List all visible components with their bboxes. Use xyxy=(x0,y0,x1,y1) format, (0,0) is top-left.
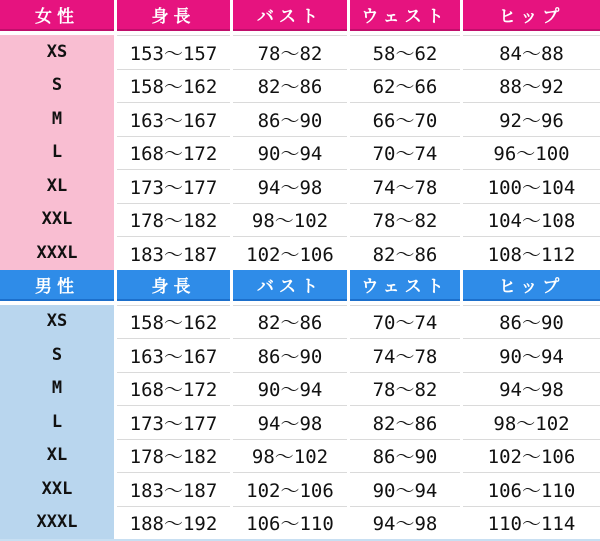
height-cell: 188〜192 xyxy=(117,506,230,540)
hip-cell: 108〜112 xyxy=(463,236,600,270)
men-size-table xyxy=(0,270,600,540)
bust-cell: 82〜86 xyxy=(233,69,347,103)
size-cell: XXXL xyxy=(0,506,114,540)
height-cell: 153〜157 xyxy=(117,35,230,69)
women-height-column-header: 身長 xyxy=(117,0,230,31)
height-cell: 173〜177 xyxy=(117,405,230,439)
size-cell: XXL xyxy=(0,203,114,237)
height-cell: 178〜182 xyxy=(117,439,230,473)
waist-cell: 90〜94 xyxy=(350,472,460,506)
size-cell: L xyxy=(0,136,114,170)
waist-cell: 58〜62 xyxy=(350,35,460,69)
hip-cell: 96〜100 xyxy=(463,136,600,170)
hip-cell: 110〜114 xyxy=(463,506,600,540)
men-waist-column-header: ウェスト xyxy=(350,270,460,301)
size-cell: XXXL xyxy=(0,236,114,270)
hip-cell: 104〜108 xyxy=(463,203,600,237)
bust-cell: 90〜94 xyxy=(233,372,347,406)
waist-cell: 74〜78 xyxy=(350,169,460,203)
height-cell: 168〜172 xyxy=(117,372,230,406)
bust-cell: 86〜90 xyxy=(233,338,347,372)
women-bust-column-header: バスト xyxy=(233,0,347,31)
waist-cell: 82〜86 xyxy=(350,236,460,270)
size-cell: XL xyxy=(0,439,114,473)
hip-cell: 102〜106 xyxy=(463,439,600,473)
hip-cell: 106〜110 xyxy=(463,472,600,506)
size-cell: L xyxy=(0,405,114,439)
height-cell: 183〜187 xyxy=(117,236,230,270)
height-cell: 158〜162 xyxy=(117,305,230,339)
waist-cell: 62〜66 xyxy=(350,69,460,103)
men-height-column-header: 身長 xyxy=(117,270,230,301)
women-group-header: 女性 xyxy=(0,0,114,31)
size-cell: XXL xyxy=(0,472,114,506)
height-cell: 178〜182 xyxy=(117,203,230,237)
bust-cell: 94〜98 xyxy=(233,405,347,439)
size-cell: XS xyxy=(0,35,114,69)
waist-cell: 70〜74 xyxy=(350,305,460,339)
women-size-table xyxy=(0,0,600,270)
hip-cell: 84〜88 xyxy=(463,35,600,69)
size-cell: S xyxy=(0,338,114,372)
size-cell: XS xyxy=(0,305,114,339)
hip-cell: 98〜102 xyxy=(463,405,600,439)
hip-cell: 92〜96 xyxy=(463,102,600,136)
bust-cell: 102〜106 xyxy=(233,236,347,270)
hip-cell: 88〜92 xyxy=(463,69,600,103)
bust-cell: 94〜98 xyxy=(233,169,347,203)
height-cell: 158〜162 xyxy=(117,69,230,103)
bust-cell: 106〜110 xyxy=(233,506,347,540)
hip-cell: 94〜98 xyxy=(463,372,600,406)
women-hip-column-header: ヒップ xyxy=(463,0,600,31)
size-cell: XL xyxy=(0,169,114,203)
waist-cell: 66〜70 xyxy=(350,102,460,136)
men-bust-column-header: バスト xyxy=(233,270,347,301)
hip-cell: 100〜104 xyxy=(463,169,600,203)
bust-cell: 86〜90 xyxy=(233,102,347,136)
height-cell: 163〜167 xyxy=(117,102,230,136)
hip-cell: 86〜90 xyxy=(463,305,600,339)
bust-cell: 98〜102 xyxy=(233,203,347,237)
bust-cell: 90〜94 xyxy=(233,136,347,170)
women-waist-column-header: ウェスト xyxy=(350,0,460,31)
bust-cell: 78〜82 xyxy=(233,35,347,69)
bust-cell: 102〜106 xyxy=(233,472,347,506)
waist-cell: 70〜74 xyxy=(350,136,460,170)
height-cell: 163〜167 xyxy=(117,338,230,372)
size-cell: M xyxy=(0,102,114,136)
waist-cell: 78〜82 xyxy=(350,203,460,237)
men-hip-column-header: ヒップ xyxy=(463,270,600,301)
men-group-header: 男性 xyxy=(0,270,114,301)
height-cell: 183〜187 xyxy=(117,472,230,506)
hip-cell: 90〜94 xyxy=(463,338,600,372)
height-cell: 173〜177 xyxy=(117,169,230,203)
size-cell: S xyxy=(0,69,114,103)
size-cell: M xyxy=(0,372,114,406)
height-cell: 168〜172 xyxy=(117,136,230,170)
bust-cell: 82〜86 xyxy=(233,305,347,339)
waist-cell: 86〜90 xyxy=(350,439,460,473)
bust-cell: 98〜102 xyxy=(233,439,347,473)
waist-cell: 94〜98 xyxy=(350,506,460,540)
waist-cell: 74〜78 xyxy=(350,338,460,372)
waist-cell: 78〜82 xyxy=(350,372,460,406)
waist-cell: 82〜86 xyxy=(350,405,460,439)
